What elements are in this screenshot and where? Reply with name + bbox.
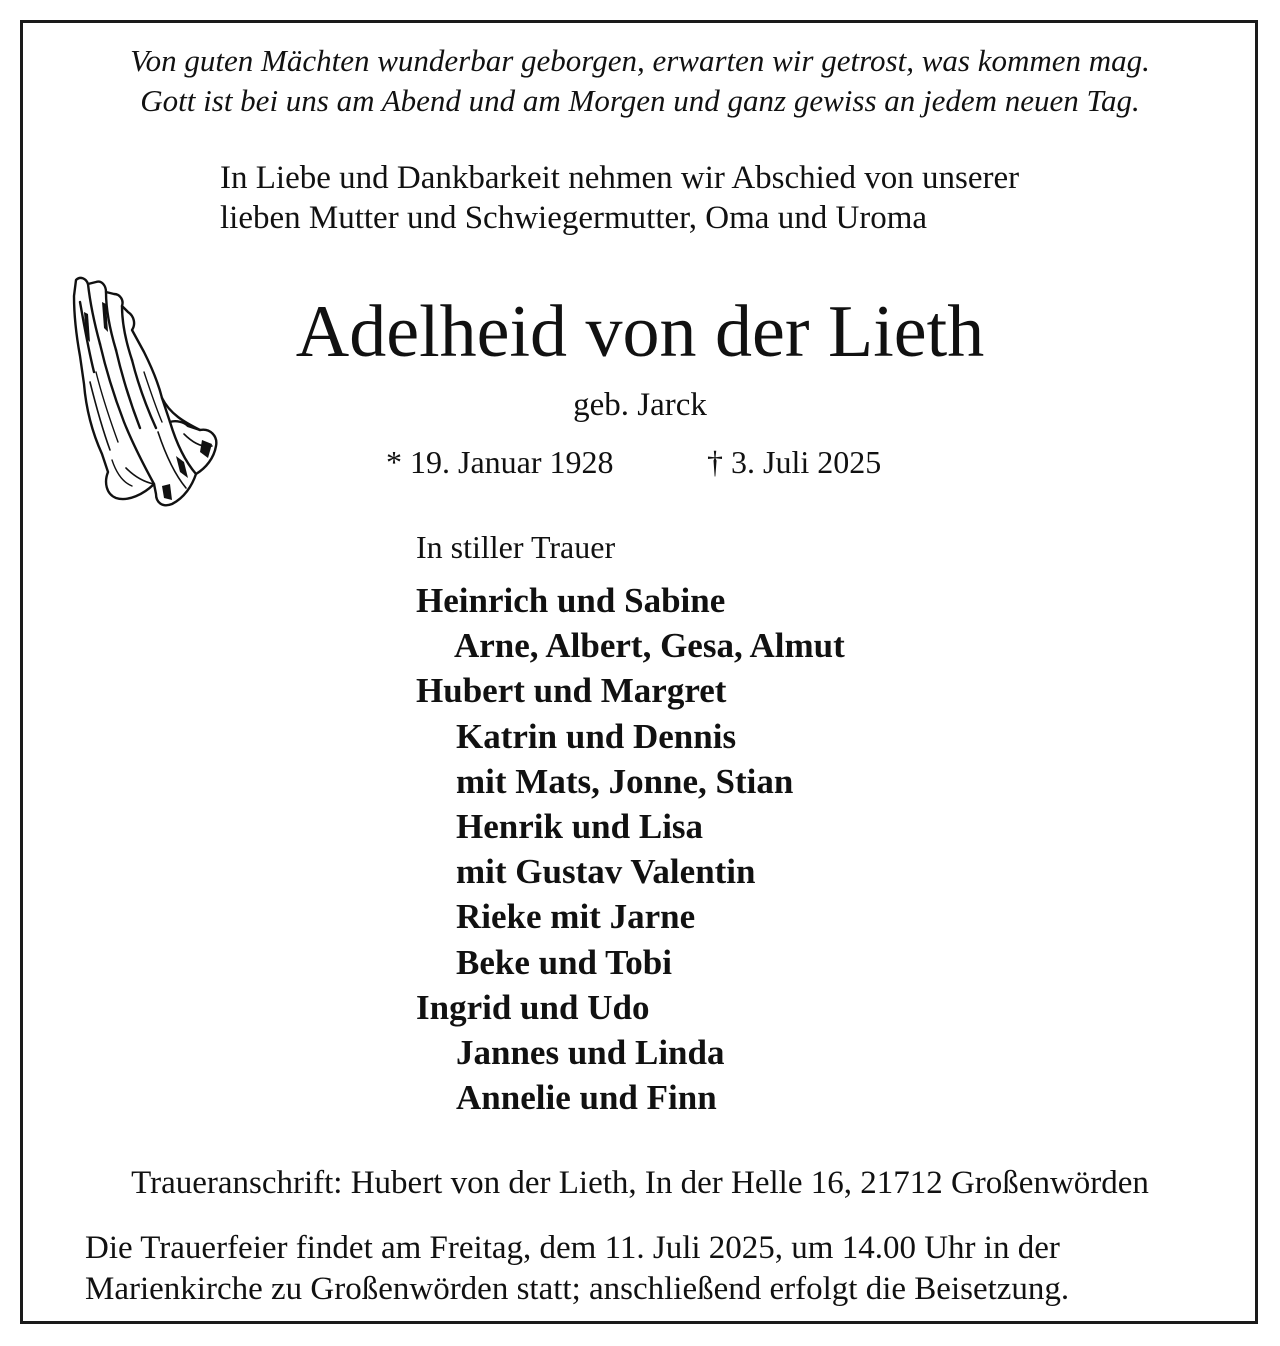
mourner-line: Beke und Tobi	[456, 942, 672, 982]
service-line-2: Marienkirche zu Großenwörden statt; anschließend erfolgt die Beisetzung.	[85, 1271, 1070, 1307]
birth-date: * 19. Januar 1928	[386, 444, 614, 480]
mourning-intro: In stiller Trauer	[416, 529, 616, 565]
mourner-line: Ingrid und Udo	[416, 987, 650, 1027]
mourner-line: Henrik und Lisa	[456, 807, 704, 847]
mourner-line: Arne, Albert, Gesa, Almut	[454, 626, 845, 666]
mourner-line: Hubert und Margret	[416, 671, 727, 711]
mourner-line: mit Gustav Valentin	[456, 852, 756, 892]
mourner-line: mit Mats, Jonne, Stian	[456, 761, 794, 801]
service-line-1: Die Trauerfeier findet am Freitag, dem 11. Juli 2025, um 14.00 Uhr in der	[85, 1230, 1060, 1266]
mourner-line: Annelie und Finn	[456, 1078, 717, 1118]
mourner-line: Rieke mit Jarne	[456, 897, 696, 937]
mourning-address: Traueranschrift: Hubert von der Lieth, In der Helle 16, 21712 Großenwörden	[131, 1165, 1149, 1201]
mourner-line: Jannes und Linda	[456, 1033, 725, 1073]
maiden-name: geb. Jarck	[573, 387, 707, 423]
mourners-list	[416, 578, 845, 1120]
mourner-line: Katrin und Dennis	[456, 716, 737, 756]
death-date: † 3. Juli 2025	[707, 444, 882, 480]
motto-line-1: Von guten Mächten wunderbar geborgen, erwarten wir getrost, was kommen mag.	[130, 43, 1150, 78]
motto-line-2: Gott ist bei uns am Abend und am Morgen und ganz gewiss an jedem neuen Tag.	[140, 83, 1140, 118]
mourner-line: Heinrich und Sabine	[416, 581, 726, 620]
intro-line-1: In Liebe und Dankbarkeit nehmen wir Abschied von unserer	[220, 160, 1020, 196]
intro-line-2: lieben Mutter und Schwiegermutter, Oma und Uroma	[220, 200, 928, 236]
deceased-name: Adelheid von der Lieth	[295, 291, 985, 373]
